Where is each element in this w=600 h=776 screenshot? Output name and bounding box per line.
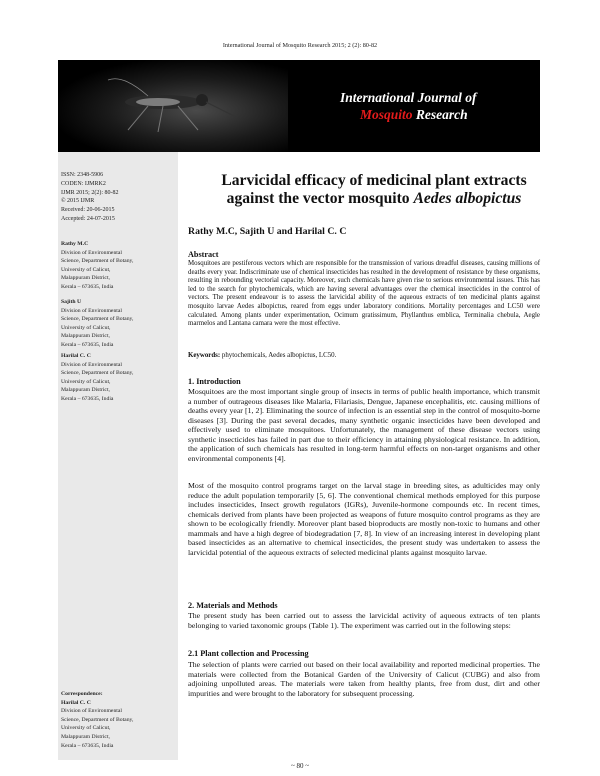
affiliation-line: Malappuram District, [61, 275, 110, 282]
methods-paragraph: The present study has been carried out to assess the larvicidal activity of aqueous extracts of ten plants belonging to varied taxonomic groups (Table 1). The experiment was carried out in the following steps: [188, 611, 540, 630]
author-name: Rathy M.C [61, 241, 89, 247]
plant-collection-heading: 2.1 Plant collection and Processing [188, 649, 309, 658]
sidebar-author-3 [61, 352, 176, 404]
affiliation-line: Kerala – 673635, India [61, 283, 114, 290]
abstract-text: Mosquitoes are pestiferous vectors which are responsible for the transmission of various dreadful diseases, causing millions of deaths every year. Indiscriminate use of chemical insecticides has resulted in the development of resistance by these organisms, resulting in rebounding vectorial capacity. Moreover, such chemicals have given rise to serious environmental issues. This has led to the search for phytochemicals, which are having several advantages over the chemical insecticides in the control of vectors. The present endeavour is to assess the larvicidal ability of the aqueous extracts of ten medicinal plants against mosquito larvae Aedes albopictus, reared from eggs under laboratory conditions. Mortality percentages and LC50 were calculated. Among plants under experimentation, Ocimum gratissimum, Phyllanthus emblica, Terminalia chebula, Aegle marmelos and Lantana camara were the most effective. [188, 260, 540, 328]
journal-title-line2 [360, 107, 468, 123]
methods-heading: 2. Materials and Methods [188, 601, 278, 610]
journal-citation-line: International Journal of Mosquito Research 2015; 2 (2): 80-82 [222, 42, 378, 49]
received-date: Received: 20-06-2015 [61, 207, 115, 214]
affiliation-line: Science, Department of Botany, [61, 258, 134, 265]
abstract-heading: Abstract [188, 250, 219, 259]
affiliation-line: Kerala – 673635, India [61, 742, 114, 749]
correspondence-name: Harilal C. C [61, 699, 91, 706]
page-number: ~ 80 ~ [290, 762, 310, 770]
affiliation-line: Malappuram District, [61, 387, 110, 394]
article-meta [61, 171, 176, 224]
introduction-paragraph-2: Most of the mosquito control programs target on the larval stage in breeding sites, as adulticides may only reduce the adult population temporarily [5, 6]. The conventional chemical methods employed for this purpose includes insecticides, Insect growth regulators (IGRs), Juvenile-hormone compounds etc. In recent times, chemicals derived from plants have been projected as weapons of future mosquito control programs as they are shown to be ecologically friendly. Moreover plant based bioproducts are mostly non-toxic to humans and other mammals and have a high degree of biodegradation [7, 8]. In view of an increasing interest in developing plant based insecticides as an alternative to chemical insecticides, the present study was undertaken to assess the larvicidal potential of the aqueous extracts of selected medicinal plants against mosquito larvae. [188, 481, 540, 557]
paper-title [188, 172, 560, 208]
affiliation-line: Division of Environmental [61, 361, 122, 368]
author-list: Rathy M.C, Sajith U and Harilal C. C [188, 226, 347, 237]
affiliation-line: Science, Department of Botany, [61, 370, 134, 377]
affiliation-line: Science, Department of Botany, [61, 716, 134, 723]
keywords-label: Keywords: [188, 352, 221, 359]
journal-banner [58, 60, 540, 152]
affiliation-line: Kerala – 673635, India [61, 341, 114, 348]
coden: CODEN: IJMRK2 [61, 180, 106, 187]
title-species: Aedes albopictus [413, 190, 522, 207]
title-line-1: Larvicidal efficacy of medicinal plant extracts [221, 172, 527, 189]
sidebar-author-2 [61, 298, 176, 350]
ijmr-ref: IJMR 2015; 2(2): 80-82 [61, 189, 119, 196]
correspondence-label: Correspondence: [61, 691, 103, 697]
mosquito-icon [88, 72, 238, 132]
affiliation-line: Division of Environmental [61, 249, 122, 256]
journal-title-line1: International Journal of [340, 90, 477, 105]
affiliation-line: Malappuram District, [61, 333, 110, 340]
affiliation-line: University of Calicut, [61, 324, 111, 331]
introduction-heading: 1. Introduction [188, 377, 241, 386]
title-line-2 [188, 190, 560, 208]
accepted-date: Accepted: 24-07-2015 [61, 215, 115, 222]
journal-title-white-word: Research [412, 107, 468, 122]
plant-collection-paragraph: The selection of plants were carried out based on their local availability and reported medicinal properties. The materials were collected from the Botanical Garden of the University of Calicut (CUBG) and also from adjoining unpolluted areas. The materials were taken from healthy plants, free from dust, dirt and other impurities and were brought to the laboratory for subsequent processing. [188, 660, 540, 698]
introduction-paragraph-1: Mosquitoes are the most important single group of insects in terms of public health importance, which transmit a number of outrageous diseases like Malaria, Filariasis, Dengue, Japanese encephalitis, etc. causing millions of deaths every year [1, 2]. Eliminating the source of infection is an essential step in the control of mosquito-borne diseases [3]. During the past several decades, many synthetic organic insecticides have been developed and effectively used to eliminate mosquitoes. Unfortunately, the management of these disease vectors using synthetic insecticides has failed in part due to their efficiency in attaining physiological resistance. In addition, the application of such chemicals has resulted in long-term harmful effects on non-target organisms and other environmental components [4]. [188, 387, 540, 463]
affiliation-line: University of Calicut, [61, 725, 111, 732]
affiliation-line: Kerala – 673635, India [61, 395, 114, 402]
sidebar-author-1 [61, 240, 176, 292]
issn: ISSN: 2348-5906 [61, 172, 104, 178]
keywords-line [188, 352, 540, 361]
affiliation-line: Malappuram District, [61, 733, 110, 740]
mosquito-photo [58, 60, 288, 152]
correspondence-block [61, 690, 176, 750]
affiliation-line: Division of Environmental [61, 708, 122, 715]
affiliation-line: University of Calicut, [61, 266, 111, 273]
author-name: Sajith U [61, 299, 82, 305]
title-line-2-text: against the vector mosquito [226, 190, 414, 207]
keywords-text: phytochemicals, Aedes albopictus, LC50. [220, 352, 337, 359]
affiliation-line: University of Calicut, [61, 378, 111, 385]
copyright: © 2015 IJMR [61, 198, 95, 205]
author-name: Harilal C. C [61, 353, 91, 359]
affiliation-line: Science, Department of Botany, [61, 316, 134, 323]
journal-title-red-word: Mosquito [360, 107, 413, 122]
affiliation-line: Division of Environmental [61, 307, 122, 314]
